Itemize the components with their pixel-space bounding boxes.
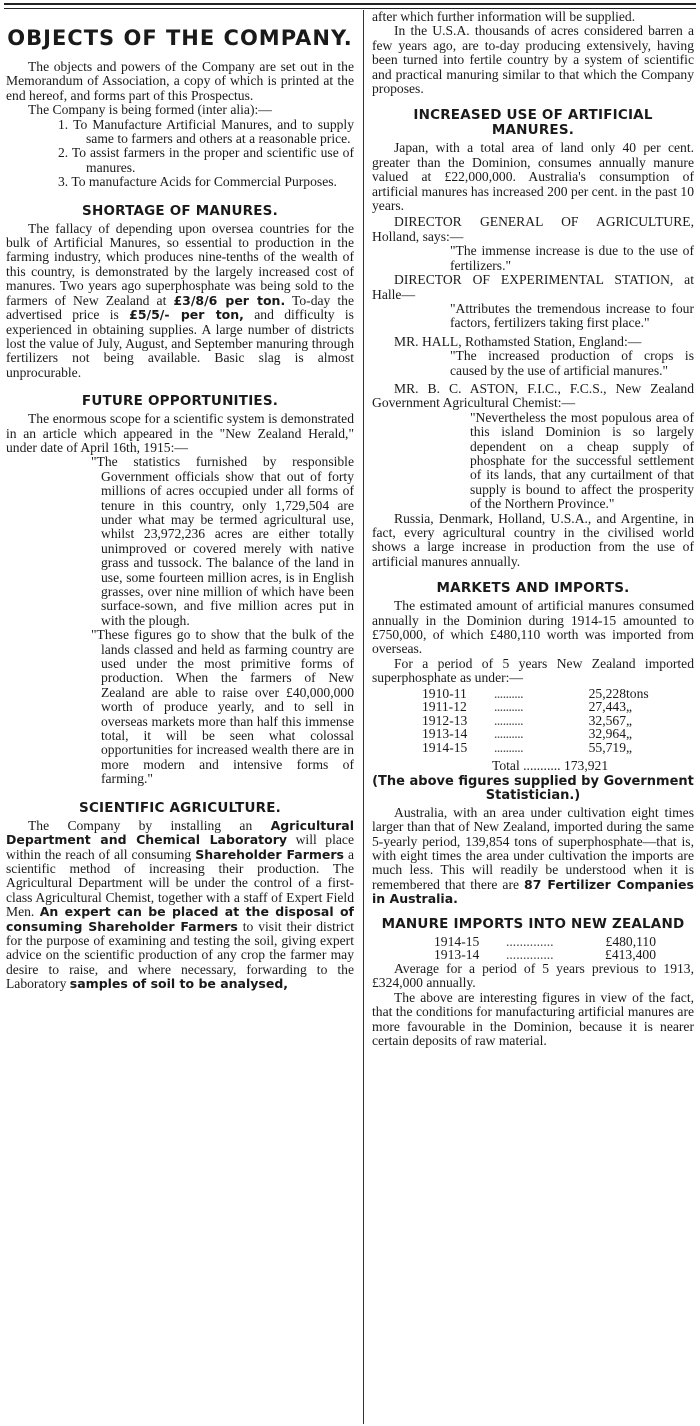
nz-import-year: 1913-14 xyxy=(434,947,480,963)
price-then: £3/8/6 per ton. xyxy=(173,292,286,308)
leader-dots: .......... xyxy=(494,712,523,728)
shortage-paragraph xyxy=(6,222,354,380)
leader-dots: .......... xyxy=(494,740,523,756)
shortage-heading: SHORTAGE OF MANURES. xyxy=(82,202,278,219)
objects-intro-formed: The Company is being formed (inter alia):— xyxy=(28,102,272,118)
top-rule xyxy=(4,3,696,5)
herald-quote-1 xyxy=(91,454,354,628)
leader-dots: .......... xyxy=(494,726,523,742)
import-unit: „ xyxy=(626,740,633,756)
import-value: 25,228 xyxy=(588,685,626,701)
sci-text-e: a scientific method of increasing their production. The Agricultural Department will be under the control of a first-class Agricultural Chemist, together with a staff of Expert Field Men. xyxy=(6,846,354,920)
table-row xyxy=(434,935,656,949)
leader-dots: .......... xyxy=(494,699,523,715)
scientific-heading: SCIENTIFIC AGRICULTURE. xyxy=(79,799,281,816)
sci-text-c: will place within the reach of all consuming xyxy=(6,832,354,862)
total-label: Total xyxy=(492,757,520,773)
russia-paragraph: Russia, Denmark, Holland, U.S.A., and Argentine, in fact, every agricultural country in the civilised world shows a large increase in production from the use of artificial manures annually. xyxy=(372,510,694,569)
usa-paragraph: In the U.S.A. thousands of acres considered barren a few years ago, are to-day producing extensively, having been turned into fertile country by a system of scientific and practical manuring similar to that which the Company proposes. xyxy=(372,23,694,97)
herald-quote-2-text: "These figures go to show that the bulk of the lands classed and held as farming country are used under the most primitive forms of production. When the farmers of New Zealand are able to raise over £40,000,000 worth of produce yearly, and to sell in overseas markets more than half this immense total, it will be seen what colossal opportunities for increased wealth there are in more modern and intensive forms of farming." xyxy=(91,627,354,787)
price-now: £5/5/- per ton, xyxy=(129,307,244,323)
australia-companies: 87 Fertilizer Companies in Australia. xyxy=(372,876,694,907)
herald-quote-2 xyxy=(91,627,354,787)
nz-import-year: 1914-15 xyxy=(434,933,480,949)
sci-dept: Agricultural Department and Chemical Laboratory xyxy=(6,817,354,848)
import-year: 1913-14 xyxy=(422,726,468,742)
sci-expert: An expert can be placed at the disposal of consuming Shareholder Farmers xyxy=(6,904,355,934)
import-value: 32,567 xyxy=(588,712,626,728)
object-item-3: 3. To manufacture Acids for Commercial Purposes. xyxy=(58,174,337,190)
future-intro: The enormous scope for a scientific system is demonstrated in an article which appeared in the "New Zealand Herald," under date of April 16th, 1915:— xyxy=(6,411,354,455)
nz-import-value: £413,400 xyxy=(605,947,656,963)
mr-aston-quote: "Nevertheless the most populous area of this island Dominion is so largely dependent on a cheap supply of phosphate for the successful settlement of its lands, that any curtailment of that supply is bound to affect the prosperity of the Northern Province." xyxy=(470,409,694,512)
total-dots: ........... xyxy=(523,757,561,773)
leader-dots: .......... xyxy=(494,685,523,701)
future-heading: FUTURE OPPORTUNITIES. xyxy=(81,393,279,410)
nz-import-value: £480,110 xyxy=(605,933,656,949)
import-unit: „ xyxy=(626,699,633,715)
import-value: 32,964 xyxy=(588,726,626,742)
director-experimental: DIRECTOR OF EXPERIMENTAL STATION, at Halle— xyxy=(372,272,694,302)
table-row xyxy=(422,714,666,728)
statistician-note: (The above figures supplied by Government Statistician.) xyxy=(372,774,694,804)
import-unit: „ xyxy=(626,712,633,728)
scientific-paragraph xyxy=(6,819,354,992)
object-item-2: 2. To assist farmers in the proper and scientific use of manures. xyxy=(58,145,354,175)
table-row xyxy=(422,687,666,701)
import-value: 55,719 xyxy=(588,740,626,756)
objects-intro: The objects and powers of the Company are set out in the Memorandum of Association, a copy of which is printed at the end hereof, and forms part of this Prospectus. xyxy=(6,59,354,103)
column-divider xyxy=(363,10,364,1424)
left-column xyxy=(6,10,354,992)
director-general: DIRECTOR GENERAL OF AGRICULTURE, Holland, says:— xyxy=(372,214,694,244)
import-year: 1911-12 xyxy=(422,699,467,715)
herald-quote-1-text: "The statistics furnished by responsible Government officials show that out of forty millions of acres occupied under all forms of tenure in this country, only 1,729,504 are under what may be termed agricultural use, whilst 23,972,236 acres are either totally unimproved or covered merely with native grass and tussock. The balance of the land in use, some fourteen million acres, is in English grasses, over nine million of which have been surface-sown, and five million acres put in with the plough. xyxy=(91,454,354,628)
leader-dots: .............. xyxy=(506,947,554,963)
shortage-text-a: The fallacy of depending upon oversea countries for the bulk of Artificial Manures, so essential to production in the farming industry, which produces nine-tenths of the wealth of this country, is demonstrated by the largely increased cost of manures. Two years ago superphosphate was being sold to the farmers of New Zealand at xyxy=(6,220,354,308)
increased-heading: INCREASED USE OF ARTIFICIAL MANURES. xyxy=(413,107,653,139)
director-general-quote: "The immense increase is due to the use of fertilizers." xyxy=(450,243,694,273)
shortage-text-b: To-day the advertised price is xyxy=(6,292,355,323)
shortage-text-c: and difficulty is experienced in obtaining supplies. A large number of districts lost the value of July, August, and September manuring through fertilizers not being available. Basic slag is almost unprocurable. xyxy=(6,307,354,380)
table-row xyxy=(422,727,666,741)
japan-paragraph: Japan, with a total area of land only 40 per cent. greater than the Dominion, consumes annually manure valued at £22,000,000. Australia's consumption of artificial manures has increased 200 per cent. in the past 10 years. xyxy=(372,140,694,214)
australia-text: Australia, with an area under cultivation eight times larger than that of New Zealand, imported during the same 5-yearly period, 139,854 tons of superphosphate—that is, with eight times the area under cultivation the imports are much less. This will readily be understood when it is remembered that there are xyxy=(372,804,694,892)
import-unit: tons xyxy=(626,685,649,701)
australia-paragraph xyxy=(372,806,694,907)
objects-title: OBJECTS OF THE COMPANY. xyxy=(7,26,353,50)
markets-heading: MARKETS AND IMPORTS. xyxy=(436,580,630,597)
leader-dots: .............. xyxy=(506,933,554,949)
nz-imports-heading: MANURE IMPORTS INTO NEW ZEALAND xyxy=(381,915,685,932)
import-value: 27,443 xyxy=(588,699,626,715)
imports-total xyxy=(492,759,694,773)
sci-samples: samples of soil to be analysed, xyxy=(69,976,289,992)
table-row xyxy=(434,948,656,962)
markets-paragraph: The estimated amount of artificial manures consumed annually in the Dominion during 1914-15 amounted to £750,000, of which £480,110 worth was imported from overseas. xyxy=(372,598,694,657)
sci-text-a: The Company by installing an xyxy=(28,817,253,833)
average-paragraph: Average for a period of 5 years previous to 1913, £324,000 annually. xyxy=(372,960,694,991)
import-year: 1912-13 xyxy=(422,712,468,728)
mr-hall-quote: "The increased production of crops is caused by the use of artificial manures." xyxy=(450,348,694,378)
total-value: 173,921 xyxy=(563,757,609,773)
right-column xyxy=(372,10,694,1048)
table-row xyxy=(422,741,666,755)
continuation-text: after which further information will be supplied. xyxy=(372,9,636,24)
period-paragraph: For a period of 5 years New Zealand imported superphosphate as under:— xyxy=(372,655,694,686)
sci-text-g: to visit their district for the purpose of examining and testing the soil, giving expert advice on the scientific production of any crop the farmer may desire to raise, and where necessary, forwarding to the Laboratory xyxy=(6,918,355,992)
mr-hall: MR. HALL, Rothamsted Station, England:— xyxy=(394,333,642,349)
sci-shareholders: Shareholder Farmers xyxy=(195,846,344,862)
object-item-1: 1. To Manufacture Artificial Manures, and to supply same to farmers and others at a reasonable price. xyxy=(58,116,354,147)
superphosphate-imports-table xyxy=(422,687,666,755)
director-experimental-quote: "Attributes the tremendous increase to four factors, fertilizers taking first place." xyxy=(450,300,694,331)
nz-imports-table xyxy=(434,935,656,962)
table-row xyxy=(422,700,666,714)
import-unit: „ xyxy=(626,726,633,742)
import-year: 1910-11 xyxy=(422,685,467,701)
import-year: 1914-15 xyxy=(422,740,468,756)
final-paragraph: The above are interesting figures in view of the fact, that the conditions for manufacturing artificial manures are more favourable in the Dominion, because it is nearer certain deposits of raw material. xyxy=(372,989,694,1048)
mr-aston: MR. B. C. ASTON, F.I.C., F.C.S., New Zealand Government Agricultural Chemist:— xyxy=(372,380,694,411)
